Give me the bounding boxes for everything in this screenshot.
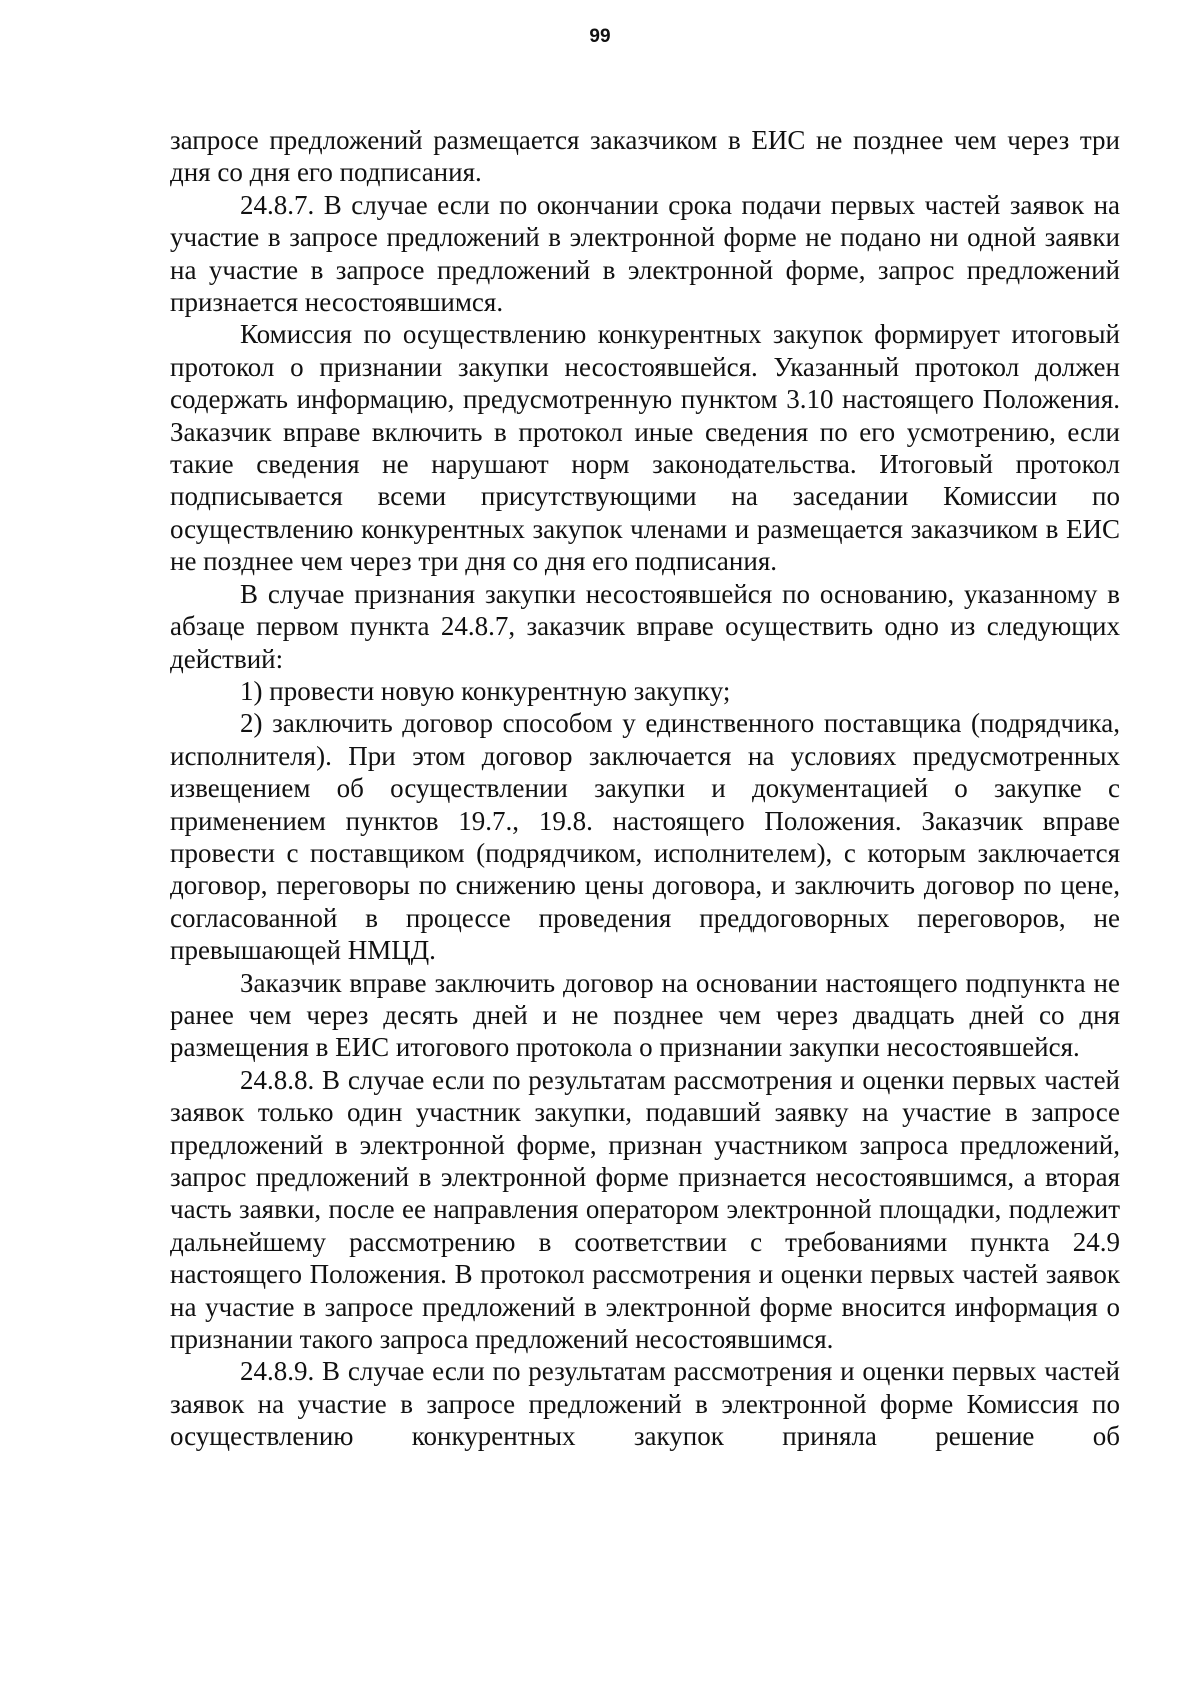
paragraph-failed-procurement-options: В случае признания закупки несостоявшейся по основанию, указанному в абзаце первом пункта 24.8.7, заказчик вправе осуществить одно из следующих действий: <box>170 578 1120 674</box>
paragraph-24-8-8: 24.8.8. В случае если по результатам рассмотрения и оценки первых частей заявок только один участник закупки, подавший заявку на участие в запросе предложений в электронной форме, признан участником запроса предложений, запрос предложений в электронной форме признается несостоявшимся, а вторая часть заявки, после ее направления оператором электронной площадки, подлежит дальнейшему рассмотрению в соответствии с требованиями пункта 24.9 настоящего Положения. В протокол рассмотрения и оценки первых частей заявок на участие в запросе предложений в электронной форме вносится информация о признании такого запроса предложений несостоявшимся. <box>170 1064 1120 1355</box>
list-item-new-procurement: 1) провести новую конкурентную закупку; <box>240 675 731 706</box>
paragraph-contract-timing: Заказчик вправе заключить договор на основании настоящего подпункта не ранее чем через десять дней и не позднее чем через двадцать дней со дня размещения в ЕИС итогового протокола о признании закупки несостоявшейся. <box>170 967 1120 1063</box>
document-body <box>170 124 1120 1453</box>
paragraph-commission-protocol: Комиссия по осуществлению конкурентных закупок формирует итоговый протокол о признании закупки несостоявшейся. Указанный протокол должен содержать информацию, предусмотренную пунктом 3.10 настоящего Положения. Заказчик вправе включить в протокол иные сведения по его усмотрению, если такие сведения не нарушают норм законодательства. Итоговый протокол подписывается всеми присутствующими на заседании Комиссии по осуществлению конкурентных закупок членами и размещается заказчиком в ЕИС не позднее чем через три дня со дня его подписания. <box>170 319 1120 577</box>
paragraph-24-8-7: 24.8.7. В случае если по окончании срока подачи первых частей заявок на участие в запросе предложений в электронной форме не подано ни одной заявки на участие в запросе предложений в электронной форме, запрос предложений признается несостоявшимся. <box>170 189 1120 318</box>
page-number: 99 <box>589 26 611 47</box>
paragraph-continuation: запросе предложений размещается заказчиком в ЕИС не позднее чем через три дня со дня его подписания. <box>170 125 1120 188</box>
list-item-single-supplier: 2) заключить договор способом у единственного поставщика (подрядчика, исполнителя). При этом договор заключается на условиях предусмотренных извещением об осуществлении закупки и документацией о закупке с применением пунктов 19.7., 19.8. настоящего Положения. Заказчик вправе провести с поставщиком (подрядчиком, исполнителем), с которым заключается договор, переговоры по снижению цены договора, и заключить договор по цене, согласованной в процессе проведения преддоговорных переговоров, не превышающей НМЦД. <box>170 708 1120 966</box>
paragraph-24-8-9: 24.8.9. В случае если по результатам рассмотрения и оценки первых частей заявок на участие в запросе предложений в электронной форме Комиссия по осуществлению конкурентных закупок приняла решение об <box>170 1356 1120 1452</box>
